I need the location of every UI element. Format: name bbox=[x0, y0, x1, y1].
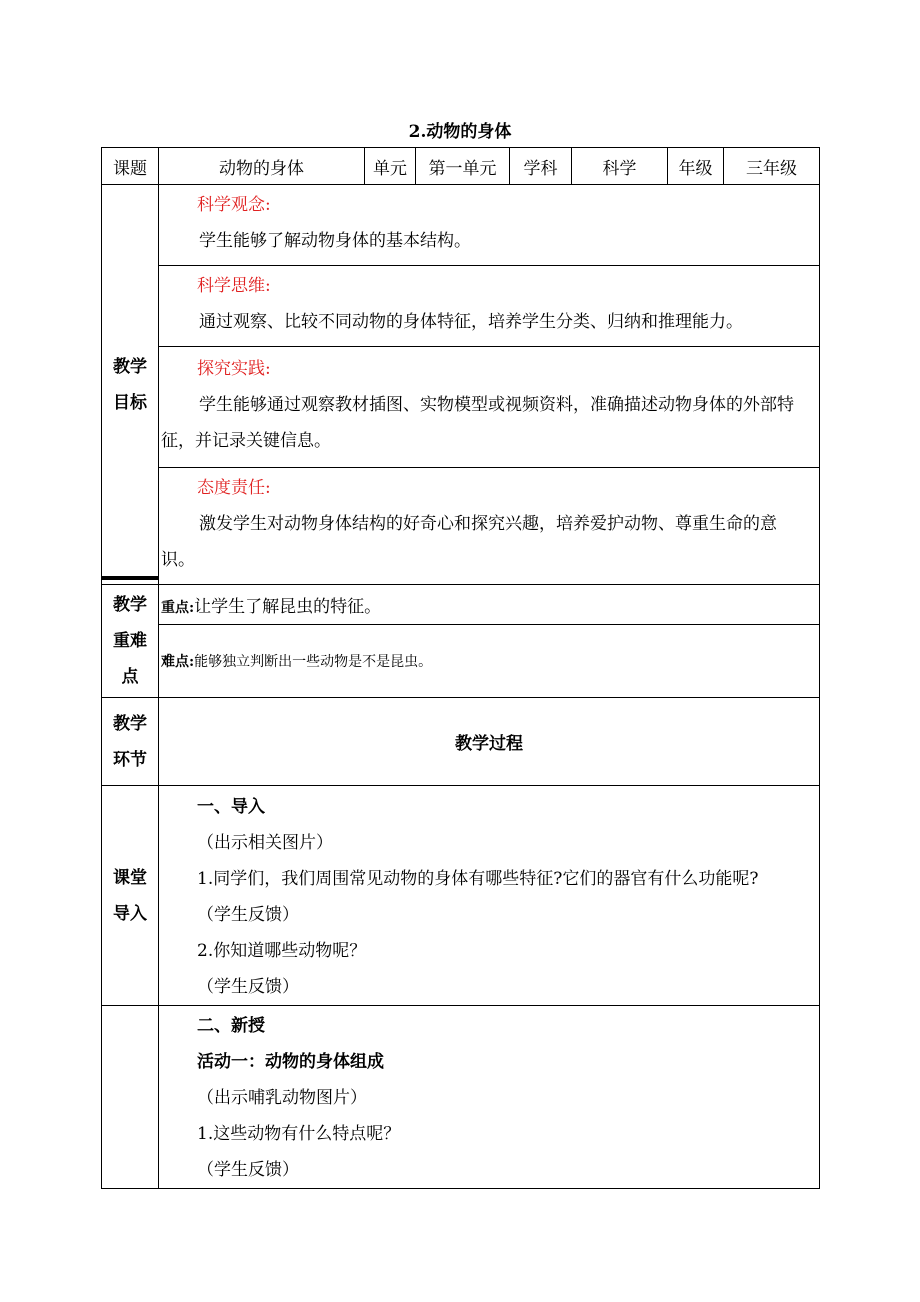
new-lesson-line: （学生反馈） bbox=[197, 1160, 299, 1180]
objective-row bbox=[102, 185, 820, 266]
objective-text: 激发学生对动物身体结构的好奇心和探究兴趣，培养爱护动物、尊重生命的意识。 bbox=[161, 514, 777, 570]
new-lesson-line: （出示哺乳动物图片） bbox=[197, 1088, 367, 1108]
grade-label: 年级 bbox=[668, 148, 724, 185]
header-row bbox=[102, 148, 820, 185]
objective-cell bbox=[159, 468, 820, 585]
objective-heading: 态度责任: bbox=[197, 478, 271, 498]
objectives-label-line2: 目标 bbox=[113, 392, 147, 413]
process-section-label bbox=[102, 698, 159, 786]
intro-label-line1: 课堂 bbox=[113, 867, 147, 888]
key-points-label-line1: 教学 bbox=[113, 595, 147, 615]
key-points-label-line3: 点 bbox=[121, 667, 139, 687]
intro-content bbox=[159, 786, 820, 1006]
new-lesson-line: 1.这些动物有什么特点呢？ bbox=[197, 1124, 401, 1144]
objective-heading: 科学观念: bbox=[197, 195, 271, 215]
page-title: 2.动物的身体 bbox=[408, 122, 512, 142]
objectives-label bbox=[102, 185, 159, 585]
focus-text: 让学生了解昆虫的特征。 bbox=[194, 597, 382, 617]
objective-text: 通过观察、比较不同动物的身体特征，培养学生分类、归纳和推理能力。 bbox=[199, 312, 743, 332]
process-header-row bbox=[102, 698, 820, 786]
intro-row bbox=[102, 786, 820, 1006]
intro-line: （学生反馈） bbox=[197, 977, 299, 997]
intro-line: 2.你知道哪些动物呢？ bbox=[197, 941, 367, 961]
objective-row bbox=[102, 347, 820, 468]
difficulty-row bbox=[102, 625, 820, 698]
objective-cell bbox=[159, 347, 820, 468]
course-value: 动物的身体 bbox=[159, 148, 365, 185]
subject-label: 学科 bbox=[510, 148, 572, 185]
new-lesson-label bbox=[102, 1006, 159, 1189]
new-lesson-row bbox=[102, 1006, 820, 1189]
intro-line: 1.同学们，我们周围常见动物的身体有哪些特征?它们的器官有什么功能呢? bbox=[197, 869, 759, 889]
subject-value: 科学 bbox=[572, 148, 668, 185]
key-points-label bbox=[102, 585, 159, 698]
course-label: 课题 bbox=[102, 148, 159, 185]
process-label-line2: 环节 bbox=[113, 749, 147, 770]
new-lesson-line: 活动一：动物的身体组成 bbox=[197, 1052, 384, 1072]
focus-cell bbox=[159, 585, 820, 625]
difficulty-cell bbox=[159, 625, 820, 698]
objective-cell bbox=[159, 185, 820, 266]
intro-line: （出示相关图片） bbox=[197, 833, 333, 853]
intro-label-line2: 导入 bbox=[113, 903, 147, 924]
new-lesson-line: 二、新授 bbox=[197, 1016, 265, 1036]
objective-heading: 探究实践: bbox=[197, 359, 271, 379]
lesson-plan-table bbox=[101, 147, 820, 1189]
intro-label bbox=[102, 786, 159, 1006]
new-lesson-content bbox=[159, 1006, 820, 1189]
grade-value: 三年级 bbox=[724, 148, 820, 185]
objective-row bbox=[102, 266, 820, 347]
focus-label: 重点: bbox=[161, 600, 195, 616]
objective-text: 学生能够通过观察教材插图、实物模型或视频资料，准确描述动物身体的外部特征，并记录关键信息。 bbox=[161, 395, 794, 451]
objectives-label-line1: 教学 bbox=[113, 356, 147, 377]
difficulty-label: 难点: bbox=[161, 654, 195, 670]
key-points-label-line2: 重难 bbox=[113, 631, 147, 651]
objective-heading: 科学思维: bbox=[197, 276, 271, 296]
objective-text: 学生能够了解动物身体的基本结构。 bbox=[199, 231, 471, 251]
section-divider-bar bbox=[101, 576, 158, 580]
process-label-line1: 教学 bbox=[113, 713, 147, 734]
objective-row bbox=[102, 468, 820, 585]
intro-line: 一、导入 bbox=[197, 797, 265, 817]
focus-row bbox=[102, 585, 820, 625]
difficulty-text: 能够独立判断出一些动物是不是昆虫。 bbox=[194, 654, 433, 670]
unit-value: 第一单元 bbox=[416, 148, 510, 185]
objective-cell bbox=[159, 266, 820, 347]
intro-line: （学生反馈） bbox=[197, 905, 299, 925]
unit-label: 单元 bbox=[365, 148, 416, 185]
process-title: 教学过程 bbox=[159, 698, 820, 786]
